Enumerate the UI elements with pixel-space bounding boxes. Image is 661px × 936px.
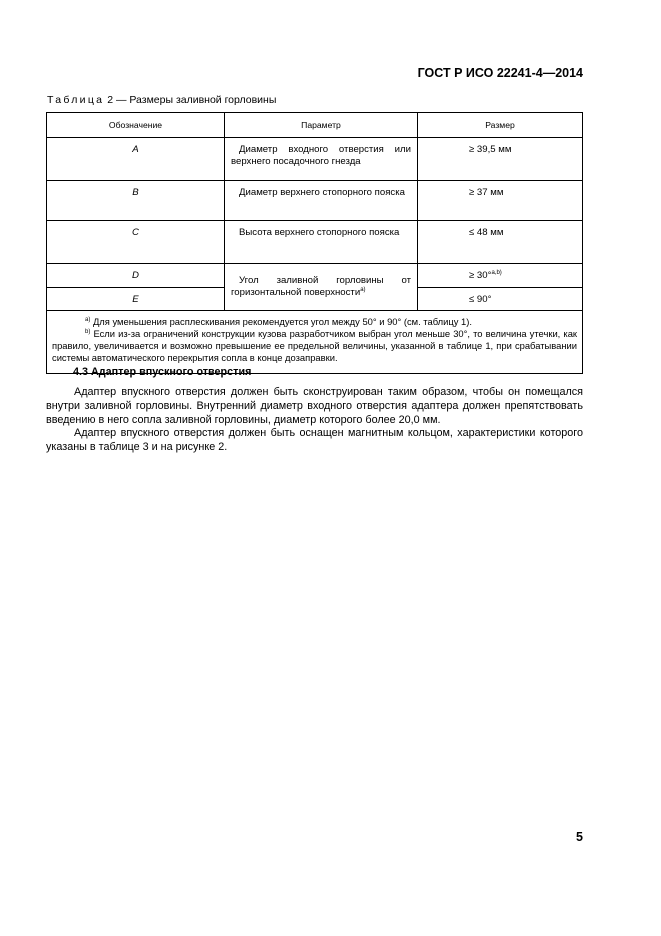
table-caption-title: — Размеры заливной горловины [115,94,277,106]
column-header-symbol: Обозначение [47,113,225,138]
table-row [47,138,583,181]
column-header-parameter: Параметр [225,113,418,138]
cell-size: ≥ 30°$^{a,b)}$ [418,264,583,288]
table-note: $^{a)}$ Для уменьшения расплескивания рекомендуется угол между 50° и 90° (см. таблицу 1). [85,316,472,327]
section-heading: 4.3 Адаптер впускного отверстия [73,366,252,378]
table-caption-number: 2 [107,94,114,106]
cell-symbol: B [47,181,225,221]
cell-size: ≥ 37 мм [418,181,583,221]
table-caption-word: Таблица [47,94,105,106]
cell-size: ≤ 48 мм [418,221,583,264]
body-paragraph: Адаптер впускного отверстия должен быть оснащен магнитным кольцом, характеристики которого указаны в таблице 3 и на рисунке 2. [46,427,583,453]
page-number: 5 [576,830,583,844]
table-row [47,181,583,221]
cell-symbol: E [47,288,225,311]
table-notes [47,311,583,374]
dimensions-table [46,112,583,374]
cell-symbol: C [47,221,225,264]
cell-parameter: Диаметр входного отверстия или верхнего посадочного гнезда [225,138,418,181]
cell-parameter: Высота верхнего стопорного пояска [225,221,418,264]
cell-parameter-merged: Угол заливной горловины от горизонтальной поверхности$^{a)}$ [225,264,418,311]
body-paragraph: Адаптер впускного отверстия должен быть сконструирован таким образом, чтобы он помещался внутри заливной горловины. Внутренний диаметр входного отверстия адаптера должен препятствовать введению в него сопла заливной горловины, диаметр которого более 20,0 мм. [46,386,583,426]
table-row [47,264,583,288]
cell-parameter: Диаметр верхнего стопорного пояска [225,181,418,221]
table-row [47,221,583,264]
footnote-ref: a) [360,286,366,293]
footnote-ref: a,b) [491,269,502,276]
cell-symbol: A [47,138,225,181]
table-notes-row [47,311,583,374]
cell-size: ≥ 39,5 мм [418,138,583,181]
document-code: ГОСТ Р ИСО 22241-4—2014 [417,66,583,80]
cell-size: ≤ 90° [418,288,583,311]
column-header-size: Размер [418,113,583,138]
table-header-row [47,113,583,138]
table-caption [47,94,276,106]
cell-symbol: D [47,264,225,288]
table-note: $^{b)}$ Если из-за ограничений конструкции кузова разработчиком выбран угол меньше 30°, то величина утечки, как правило, увеличивается и возможно превышение ее предельной величины, указанной в таблице 1, при срабатывании системы автоматического перекрытия сопла в конце дозаправки. [52,328,578,363]
